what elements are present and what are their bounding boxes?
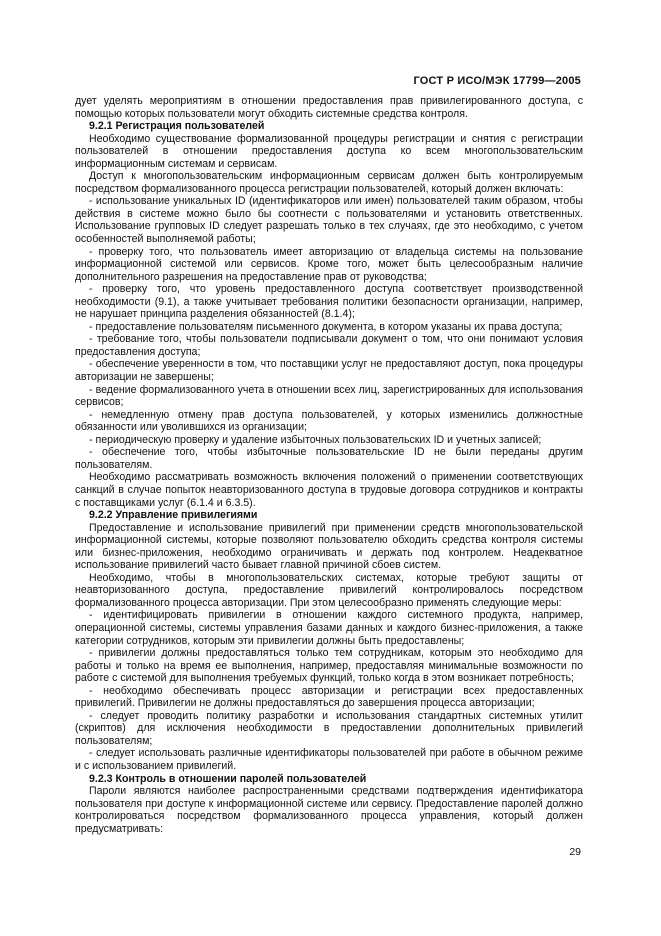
paragraph: Предоставление и использование привилегий при применении средств многопользовательской информационной системы, которые позволяют пользователю обходить средства контроля системы или бизнес-приложения, необходимо ограничивать и держать под контролем. Неадекватное использование привилегий часто бывает главной причиной сбоев систем. [75, 521, 583, 572]
paragraph: Необходимо существование формализованной процедуры регистрации и снятия с регистрации пользователей в отношении предоставления доступа ко всем многопользовательским информационным системам и сервисам. [75, 132, 583, 170]
list-item: - идентифицировать привилегии в отношении каждого системного продукта, например, операционной системы, системы управления базами данных и каждого бизнес-приложения, а также категории сотрудников, которым эти привилегии должны быть предоставлены; [75, 609, 583, 647]
list-item: - периодическую проверку и удаление избыточных пользовательских ID и учетных записей; [89, 433, 542, 446]
paragraph: Доступ к многопользовательским информационным сервисам должен быть контролируемым посредством формализованного процесса регистрации пользователей, который должен включать: [75, 170, 583, 195]
list-item: - предоставление пользователям письменного документа, в котором указаны их права доступа; [89, 320, 563, 333]
list-item: - проверку того, что пользователь имеет авторизацию от владельца системы на пользование информационной системой или сервисов. Кроме того, может быть целесообразным наличие дополнительного разрешения на предоставление прав от руководства; [75, 245, 583, 283]
list-item: - обеспечение того, чтобы избыточные пользовательские ID не были переданы другим пользователям. [75, 446, 583, 471]
list-item: - требование того, чтобы пользователи подписывали документ о том, что они понимают условия предоставления доступа; [75, 333, 583, 358]
section-heading-9-2-2: 9.2.2 Управление привилегиями [89, 509, 258, 522]
list-item: - необходимо обеспечивать процесс авторизации и регистрации всех предоставленных привилегий. Привилегии не должны предоставляться до завершения процесса авторизации; [75, 684, 583, 710]
list-item: - проверку того, что уровень предоставленного доступа соответствует производственной необходимости (9.1), а также учитывает требования политики безопасности организации, например, не нарушает принципа разделения обязанностей (8.1.4); [75, 283, 583, 321]
list-item: - следует использовать различные идентификаторы пользователей при работе в обычном режиме и с использованием привилегий. [75, 747, 583, 772]
section-heading-9-2-3: 9.2.3 Контроль в отношении паролей пользователей [89, 772, 367, 785]
paragraph: Пароли являются наиболее распространенными средствами подтверждения идентификатора пользователя при доступе к информационной системе или сервису. Предоставление паролей должно контролироваться посредством формализованного процесса управления, который должен предусматривать: [75, 785, 583, 835]
paragraph: Необходимо, чтобы в многопользовательских системах, которые требуют защиты от неавторизованного доступа, предоставление привилегий контролировалось посредством формализованного процесса авторизации. При этом целесообразно применять следующие меры: [75, 571, 583, 609]
section-heading-9-2-1: 9.2.1 Регистрация пользователей [89, 120, 265, 133]
page-number: 29 [569, 846, 581, 858]
paragraph-continued: дует уделять мероприятиям в отношении предоставления прав привилегированного доступа, с помощью которых пользователи могут обходить системные средства контроля. [75, 95, 583, 120]
list-item: - обеспечение уверенности в том, что поставщики услуг не предоставляют доступ, пока процедуры авторизации не завершены; [75, 358, 583, 384]
list-item: - немедленную отмену прав доступа пользователей, у которых изменились должностные обязанности или уволившихся из организации; [75, 408, 583, 434]
list-item: - следует проводить политику разработки и использования стандартных системных утилит (скриптов) для исключения необходимости в предоставлении дополнительных привилегий пользователям; [75, 709, 583, 747]
list-item: - ведение формализованного учета в отношении всех лиц, зарегистрированных для использования сервисов; [75, 383, 583, 409]
list-item: - использование уникальных ID (идентификаторов или имен) пользователей таким образом, чтобы действия в системе можно было бы соотнести с пользователями и установить ответственных. Использование групповых ID следует разрешать только в тех случаях, где это необходимо, с учетом особенностей выполняемой работы; [75, 195, 583, 246]
body-text [75, 95, 583, 835]
list-item: - привилегии должны предоставляться только тем сотрудникам, которым это необходимо для работы и только на время ее выполнения, например, предоставляя минимальные возможности по работе с системой для выполнения требуемых функций, только когда в этом возникает потребность; [75, 647, 583, 685]
standard-header: ГОСТ Р ИСО/МЭК 17799—2005 [413, 75, 581, 87]
paragraph: Необходимо рассматривать возможность включения положений о применении соответствующих санкций в случае попыток неавторизованного доступа в трудовые договора сотрудников и контракты с поставщиками услуг (6.1.4 и 6.3.5). [75, 471, 583, 509]
